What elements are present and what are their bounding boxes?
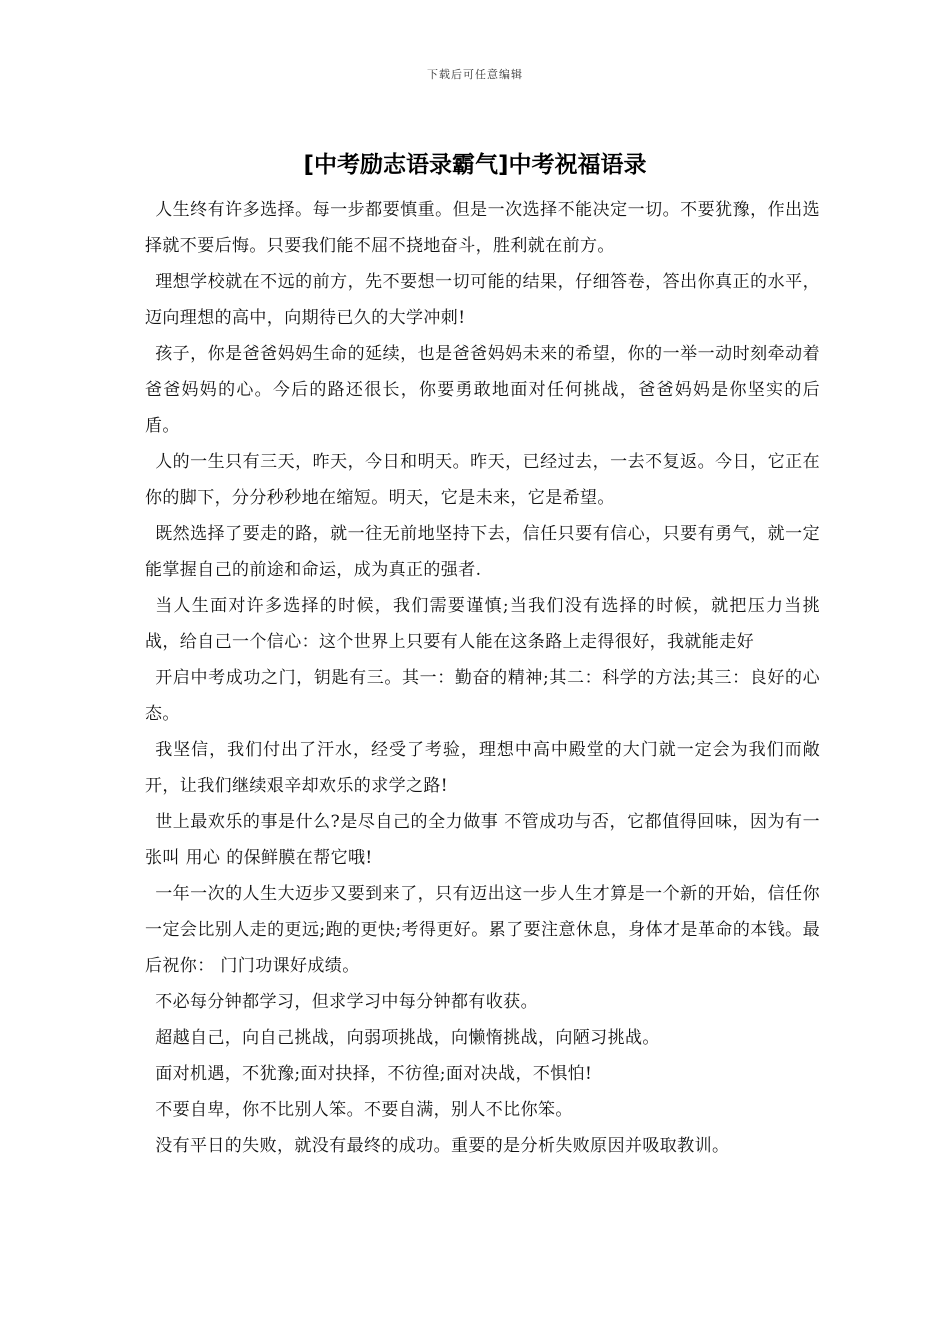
paragraph: 孩子，你是爸爸妈妈生命的延续，也是爸爸妈妈未来的希望，你的一举一动时刻牵动着爸爸妈妈的心。今后的路还很长，你要勇敢地面对任何挑战，爸爸妈妈是你坚实的后盾。 xyxy=(145,344,820,436)
paragraph: 没有平日的失败，就没有最终的成功。重要的是分析失败原因并吸取教训。 xyxy=(155,1136,730,1156)
paragraph: 当人生面对许多选择的时候，我们需要谨慎;当我们没有选择的时候，就把压力当挑战，给自己一个信心：这个世界上只要有人能在这条路上走得很好，我就能走好 xyxy=(145,596,820,652)
paragraph: 我坚信，我们付出了汗水，经受了考验，理想中高中殿堂的大门就一定会为我们而敞开，让我们继续艰辛却欢乐的求学之路! xyxy=(145,740,820,796)
paragraph: 世上最欢乐的事是什么?是尽自己的全力做事 不管成功与否，它都值得回味，因为有一张叫 用心 的保鲜膜在帮它哦! xyxy=(145,812,820,868)
paragraph: 开启中考成功之门，钥匙有三。其一：勤奋的精神;其二：科学的方法;其三：良好的心态。 xyxy=(145,668,820,724)
paragraph: 一年一次的人生大迈步又要到来了，只有迈出这一步人生才算是一个新的开始，信任你一定会比别人走的更远;跑的更快;考得更好。累了要注意休息，身体才是革命的本钱。最后祝你： 门门功课好成绩。 xyxy=(145,884,820,976)
paragraph: 人生终有许多选择。每一步都要慎重。但是一次选择不能决定一切。不要犹豫，作出选择就不要后悔。只要我们能不屈不挠地奋斗，胜利就在前方。 xyxy=(145,200,820,256)
page-header-note: 下载后可任意编辑 xyxy=(427,68,523,81)
paragraph: 人的一生只有三天，昨天，今日和明天。昨天，已经过去，一去不复返。今日，它正在你的脚下，分分秒秒地在缩短。明天，它是未来，它是希望。 xyxy=(145,452,820,508)
paragraph: 不要自卑，你不比别人笨。不要自满，别人不比你笨。 xyxy=(155,1100,573,1120)
paragraph: 超越自己，向自己挑战，向弱项挑战，向懒惰挑战，向陋习挑战。 xyxy=(155,1028,660,1048)
paragraph: 理想学校就在不远的前方，先不要想一切可能的结果，仔细答卷，答出你真正的水平，迈向理想的高中，向期待已久的大学冲刺! xyxy=(145,272,820,328)
paragraph: 既然选择了要走的路，就一往无前地坚持下去，信任只要有信心，只要有勇气，就一定能掌握自己的前途和命运，成为真正的强者. xyxy=(145,524,820,580)
document-body xyxy=(145,192,820,1164)
paragraph: 不必每分钟都学习，但求学习中每分钟都有收获。 xyxy=(155,992,538,1012)
document-title: [中考励志语录霸气]中考祝福语录 xyxy=(303,152,647,178)
paragraph: 面对机遇，不犹豫;面对抉择，不彷徨;面对决战，不惧怕! xyxy=(155,1064,593,1084)
